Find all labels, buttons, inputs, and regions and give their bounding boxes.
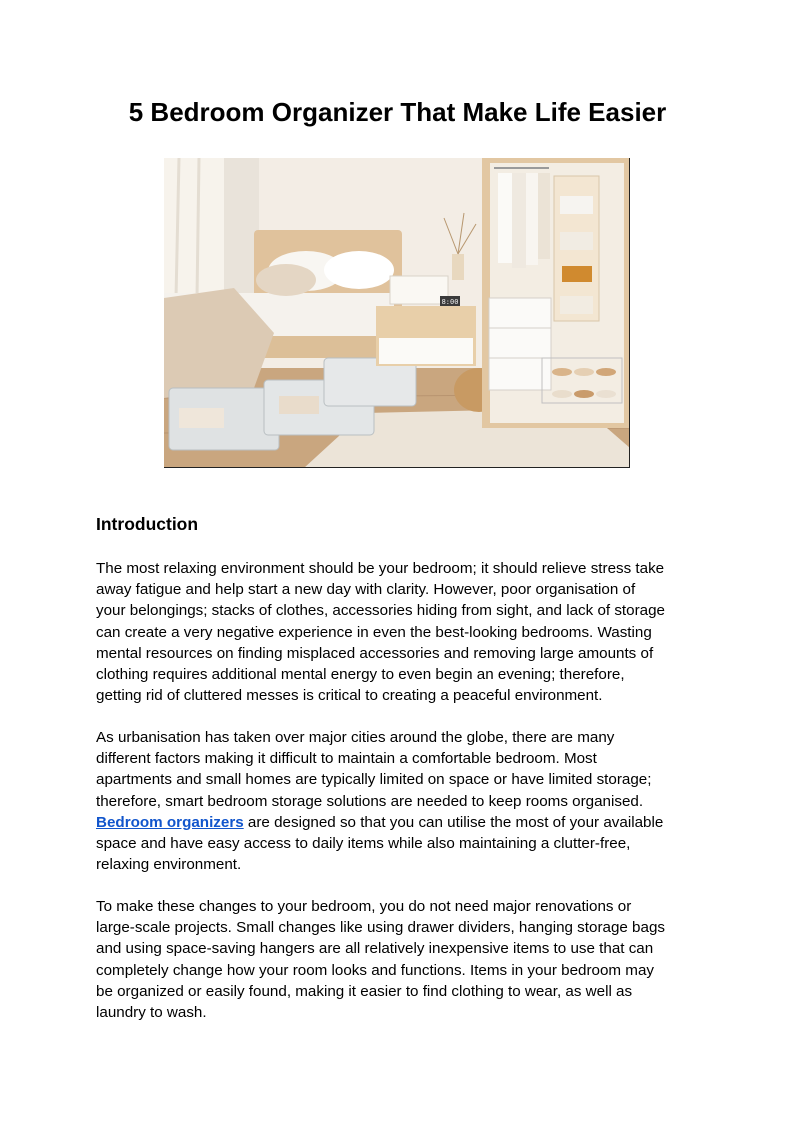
paragraph-intro-1 — [96, 558, 706, 706]
text-line: As urbanisation has taken over major cities around the globe, there are many — [96, 729, 615, 746]
text-line: clothing requires additional mental energy to even begin an evening; therefore, — [96, 666, 625, 684]
text-line: away fatigue and help start a new day with clarity. However, poor organisation of — [96, 581, 636, 599]
text-line: apartments and small homes are typically limited on space or have limited storage; — [96, 771, 652, 789]
text-line: different factors making it difficult to maintain a comfortable bedroom. Most — [96, 750, 597, 768]
text-line: are designed so that you can utilise the most of your available — [243, 813, 664, 831]
section-heading-introduction: Introduction — [96, 514, 199, 534]
text-line: space and have easy access to daily items while also maintaining a clutter-free, — [96, 835, 631, 853]
text-line: mental resources on finding misplaced accessories and removing large amounts of — [96, 644, 654, 662]
bedroom-organizers-link[interactable]: Bedroom organizers — [96, 813, 244, 831]
text-line: and using space-saving hangers are all relatively inexpensive items to use that can — [96, 940, 654, 958]
page-title: 5 Bedroom Organizer That Make Life Easier — [128, 97, 667, 127]
text-line: large-scale projects. Small changes like using drawer dividers, hanging storage bags — [96, 919, 665, 937]
paragraph-intro-3 — [96, 896, 706, 1023]
text-line: can create a very negative experience in even the best-looking bedrooms. Wasting — [96, 623, 652, 641]
text-line: your belongings; stacks of clothes, accessories hiding from sight, and lack of storage — [96, 602, 665, 620]
text-line: The most relaxing environment should be your bedroom; it should relieve stress take — [96, 560, 665, 577]
text-line: relaxing environment. — [96, 856, 242, 874]
text-line: To make these changes to your bedroom, you do not need major renovations or — [96, 898, 632, 915]
text-line: be organized or easily found, making it easier to find clothing to wear, as well as — [96, 982, 633, 1000]
text-line: therefore, smart bedroom storage solutions are needed to keep rooms organised. — [96, 792, 644, 810]
paragraph-intro-2 — [96, 727, 706, 875]
text-line: completely change how your room looks and functions. Items in your bedroom may — [96, 961, 654, 979]
text-line: laundry to wash. — [96, 1004, 207, 1022]
clock-display: 8:00 — [441, 298, 459, 306]
bedroom-storage-image — [164, 158, 630, 468]
text-line: getting rid of cluttered messes is critical to creating a peaceful environment. — [96, 687, 603, 705]
